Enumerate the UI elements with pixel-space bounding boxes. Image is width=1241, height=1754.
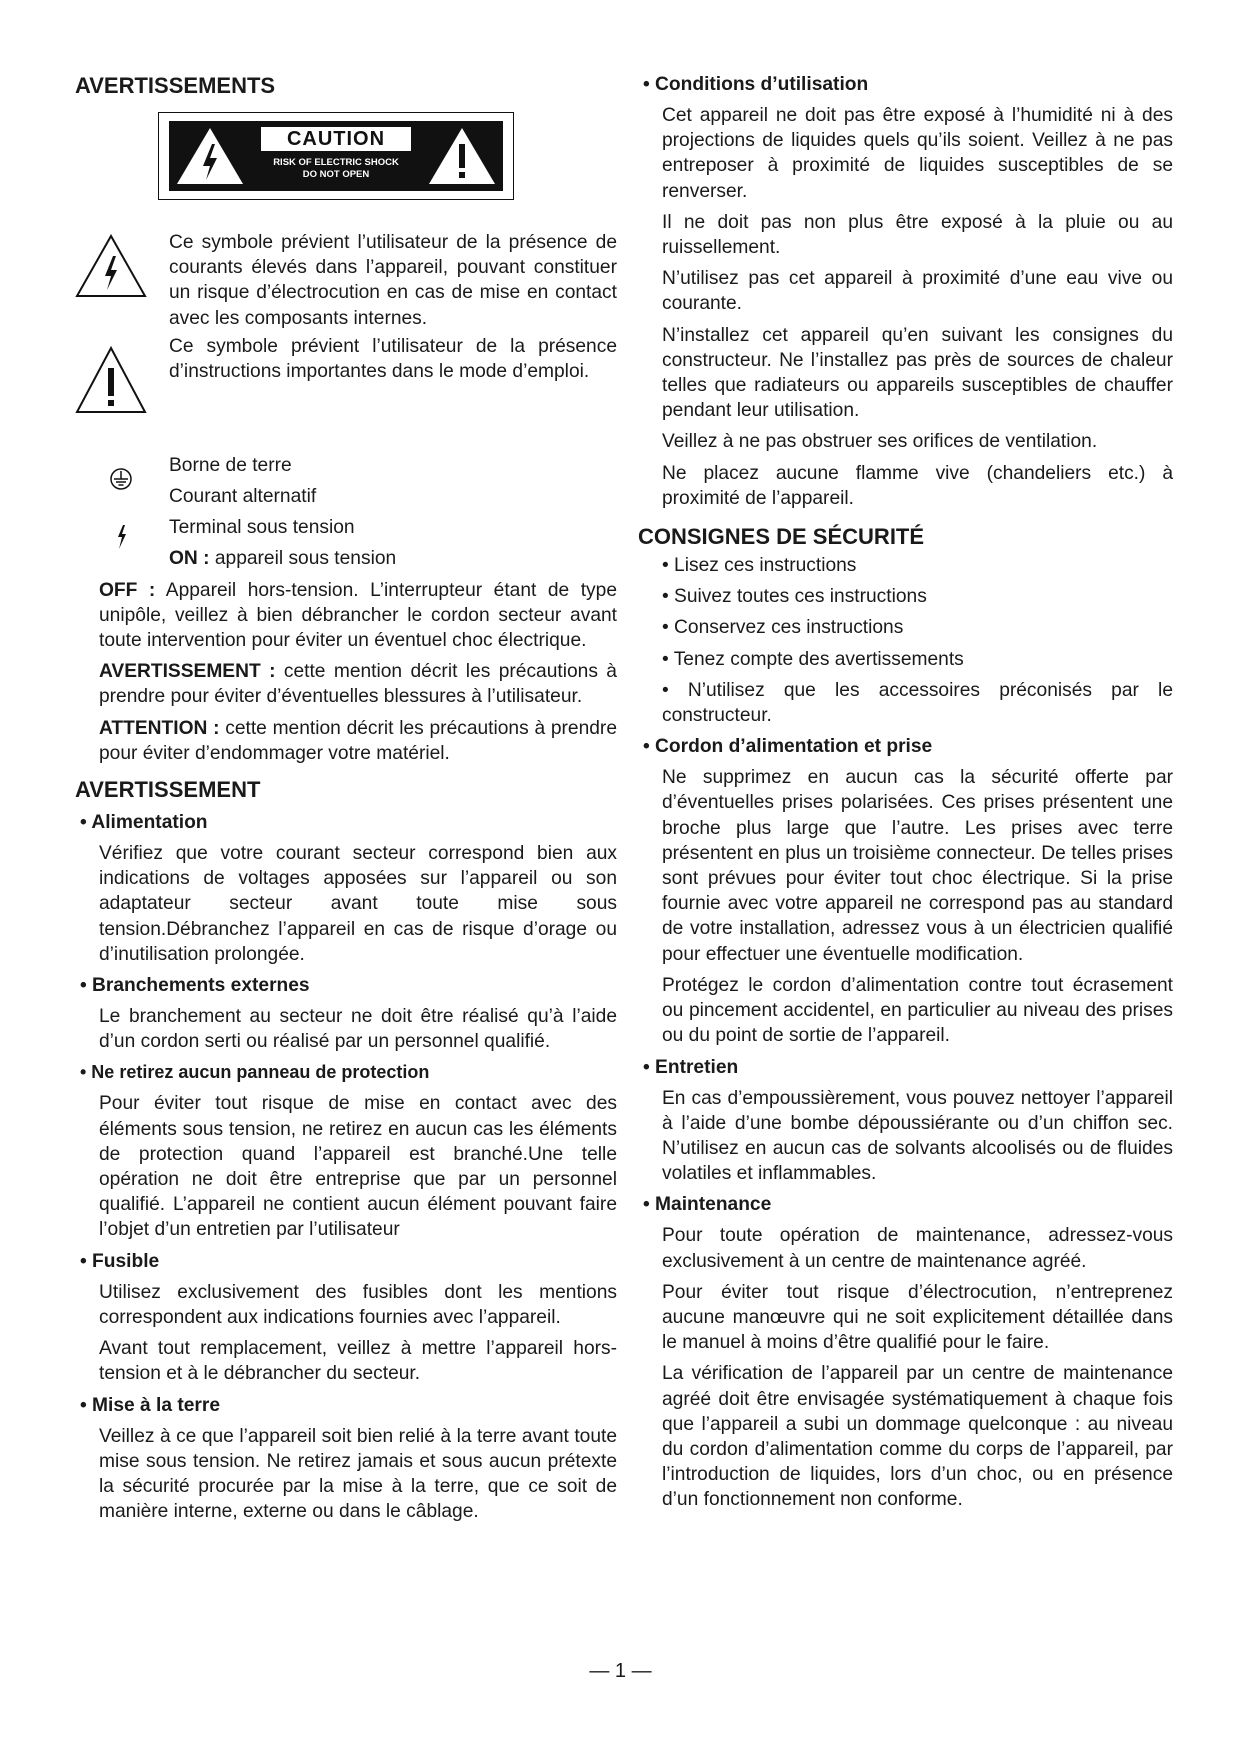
off-text: Appareil hors-tension. L’interrupteur étant de type unipôle, veillez à bien débrancher le cordon secteur avant toute intervention pour éviter un éventuel choc électrique. (99, 579, 617, 652)
symbol-text-exclamation: Ce symbole prévient l’utilisateur de la présence d’instructions importantes dans le mode d’emploi. (169, 335, 617, 383)
maintenance-p1: Pour toute opération de maintenance, adressez-vous exclusivement à un centre de maintenance agréé. (662, 1225, 1173, 1272)
legend-on-label: ON : (169, 548, 210, 570)
fusible-title: • Fusible (80, 1250, 160, 1272)
warning-label: AVERTISSEMENT : (99, 661, 276, 683)
caution-title: CAUTION (261, 127, 411, 151)
list-item: • Conservez ces instructions (662, 617, 904, 639)
right-column (638, 72, 1173, 1513)
conditions-p6: Ne placez aucune flamme vive (chandeliers etc.) à proximité de l’appareil. (662, 462, 1173, 509)
conditions-p4: N’installez cet appareil qu’en suivant les consignes du constructeur. Ne l’installez pas près de sources de chaleur telles que radiateurs ou appareils susceptibles de chauffer pendant leur utilisation. (662, 324, 1173, 422)
symbol-row-lightning (75, 230, 617, 331)
off-paragraph (99, 578, 617, 654)
alimentation-text: Vérifiez que votre courant secteur correspond bien aux indications de voltages apposées sur l’appareil ou son adaptateur secteur avant toute mise sous tension.Débranchez l’appareil en cas de risque d’orage ou d’inutilisation prolongée. (99, 843, 617, 965)
exclamation-triangle-icon (75, 346, 147, 416)
maintenance-title: • Maintenance (643, 1194, 772, 1216)
lightning-triangle-icon (75, 234, 147, 298)
maintenance-p3: La vérification de l’appareil par un centre de maintenance agréé doit être envisagée systématiquement à chaque fois que l’appareil a subi un dommage quelconque : au niveau du cordon d’alimentation comme du corps de l’appareil, par l’introduction de liquides, lors d’un choc, ou en présence d’un fonctionnement non conforme. (662, 1363, 1173, 1511)
symbol-row-exclamation (75, 334, 617, 421)
left-column (75, 72, 617, 1524)
warning-paragraph (99, 659, 617, 709)
fusible-text-1: Utilisez exclusivement des fusibles dont les mentions correspondent aux indications fournies avec l’appareil. (99, 1281, 617, 1328)
legend-ac: Courant alternatif (169, 486, 317, 508)
legend-earth: Borne de terre (169, 454, 292, 476)
attention-label: ATTENTION : (99, 717, 220, 739)
conditions-p2: Il ne doit pas non plus être exposé à la pluie ou au ruissellement. (662, 211, 1173, 259)
list-item: • Lisez ces instructions (662, 555, 857, 577)
earth-terminal-icon (109, 467, 149, 507)
entretien-p1: En cas d’empoussièrement, vous pouvez nettoyer l’appareil à l’aide d’une bombe dépoussiérante ou d’un chiffon sec. N’utilisez en aucun cas de solvants alcoolisés ou de fluides volatiles et inflammables. (662, 1087, 1173, 1185)
conditions-p1: Cet appareil ne doit pas être exposé à l’humidité ni à des projections de liquides quels qu’ils soient. Veillez à ne pas entreposer à proximité de liquides susceptibles de se renverser. (662, 105, 1173, 202)
terre-text: Veillez à ce que l’appareil soit bien relié à la terre avant toute mise sous tension. Ne retirez jamais et sous aucun prétexte la sécurité procurée par la mise à la terre, que ce soit de manière interne, externe ou dans le câblage. (99, 1425, 617, 1523)
list-item: • N’utilisez que les accessoires préconisés par le constructeur. (662, 679, 1173, 727)
heading-consignes: CONSIGNES DE SÉCURITÉ (638, 524, 925, 550)
panneau-title: • Ne retirez aucun panneau de protection (80, 1062, 430, 1083)
list-item: • Suivez toutes ces instructions (662, 586, 927, 608)
heading-avertissements: AVERTISSEMENTS (75, 73, 276, 98)
conditions-p5: Veillez à ne pas obstruer ses orifices de ventilation. (662, 431, 1098, 453)
list-item: • Tenez compte des avertissements (662, 648, 964, 670)
attention-paragraph (99, 716, 617, 766)
panneau-text: Pour éviter tout risque de mise en contact avec des éléments sous tension, ne retirez en aucun cas les éléments de protection quand l’appareil est branché.Une telle opération ne doit être entreprise que par un personnel qualifié. L’appareil ne contient aucun élément pouvant faire l’objet d’un entretien par l’utilisateur (99, 1093, 617, 1241)
maintenance-p2: Pour éviter tout risque d’électrocution, n’entreprenez aucune manœuvre qui ne soit explicitement détaillée dans le manuel à moins d’être qualifié pour le faire. (662, 1281, 1173, 1354)
terre-title: • Mise à la terre (80, 1394, 221, 1416)
entretien-title: • Entretien (643, 1056, 739, 1078)
legend-live: Terminal sous tension (169, 517, 355, 539)
legend-on-text: appareil sous tension (209, 548, 397, 570)
alimentation-title: • Alimentation (80, 812, 208, 834)
conditions-p3: N’utilisez pas cet appareil à proximité d’une eau vive ou courante. (662, 268, 1173, 315)
caution-sub2: DO NOT OPEN (302, 169, 370, 180)
warning-text: cette mention décrit les précautions à prendre pour éviter d’éventuelles blessures à l’utilisateur. (99, 661, 617, 708)
cordon-p1: Ne supprimez en aucun cas la sécurité offerte par d’éventuelles prises polarisées. Ces prises présentent une broche plus large que l’autre. Les prises avec terre présentent en plus un troisième connecteur. De telles prises sont prévues pour éviter tout choc électrique. Si la prise fournie avec votre appareil ne correspond pas au standard de votre installation, adressez vous à un électricien qualifié pour effectuer une éventuelle modification. (662, 767, 1173, 965)
conditions-title: • Conditions d’utilisation (643, 74, 869, 95)
heading-avertissement: AVERTISSEMENT (75, 777, 261, 803)
caution-sub1: RISK OF ELECTRIC SHOCK (273, 157, 399, 168)
cordon-p2: Protégez le cordon d’alimentation contre tout écrasement ou pincement accidentel, en particulier au niveau des prises ou du point de sortie de l’appareil. (662, 974, 1173, 1047)
legend-on (169, 546, 617, 571)
attention-text: cette mention décrit les précautions à prendre pour éviter d’endommager votre matériel. (99, 717, 617, 764)
legend-block (75, 453, 617, 572)
fusible-text-2: Avant tout remplacement, veillez à mettre l’appareil hors-tension et à le débrancher du secteur. (99, 1338, 617, 1385)
branchements-title: • Branchements externes (80, 975, 310, 997)
branchements-text: Le branchement au secteur ne doit être réalisé qu’à l’aide d’un cordon serti ou réalisé par un personnel qualifié. (99, 1006, 617, 1053)
cordon-title: • Cordon d’alimentation et prise (643, 736, 933, 758)
symbol-text-lightning: Ce symbole prévient l’utilisateur de la présence de courants élevés dans l’appareil, pouvant constituer un risque d’électrocution en cas de mise en contact avec les composants internes. (169, 232, 617, 329)
live-terminal-icon (114, 523, 134, 551)
off-label: OFF : (99, 579, 156, 601)
page-number: — 1 — (589, 1660, 652, 1682)
